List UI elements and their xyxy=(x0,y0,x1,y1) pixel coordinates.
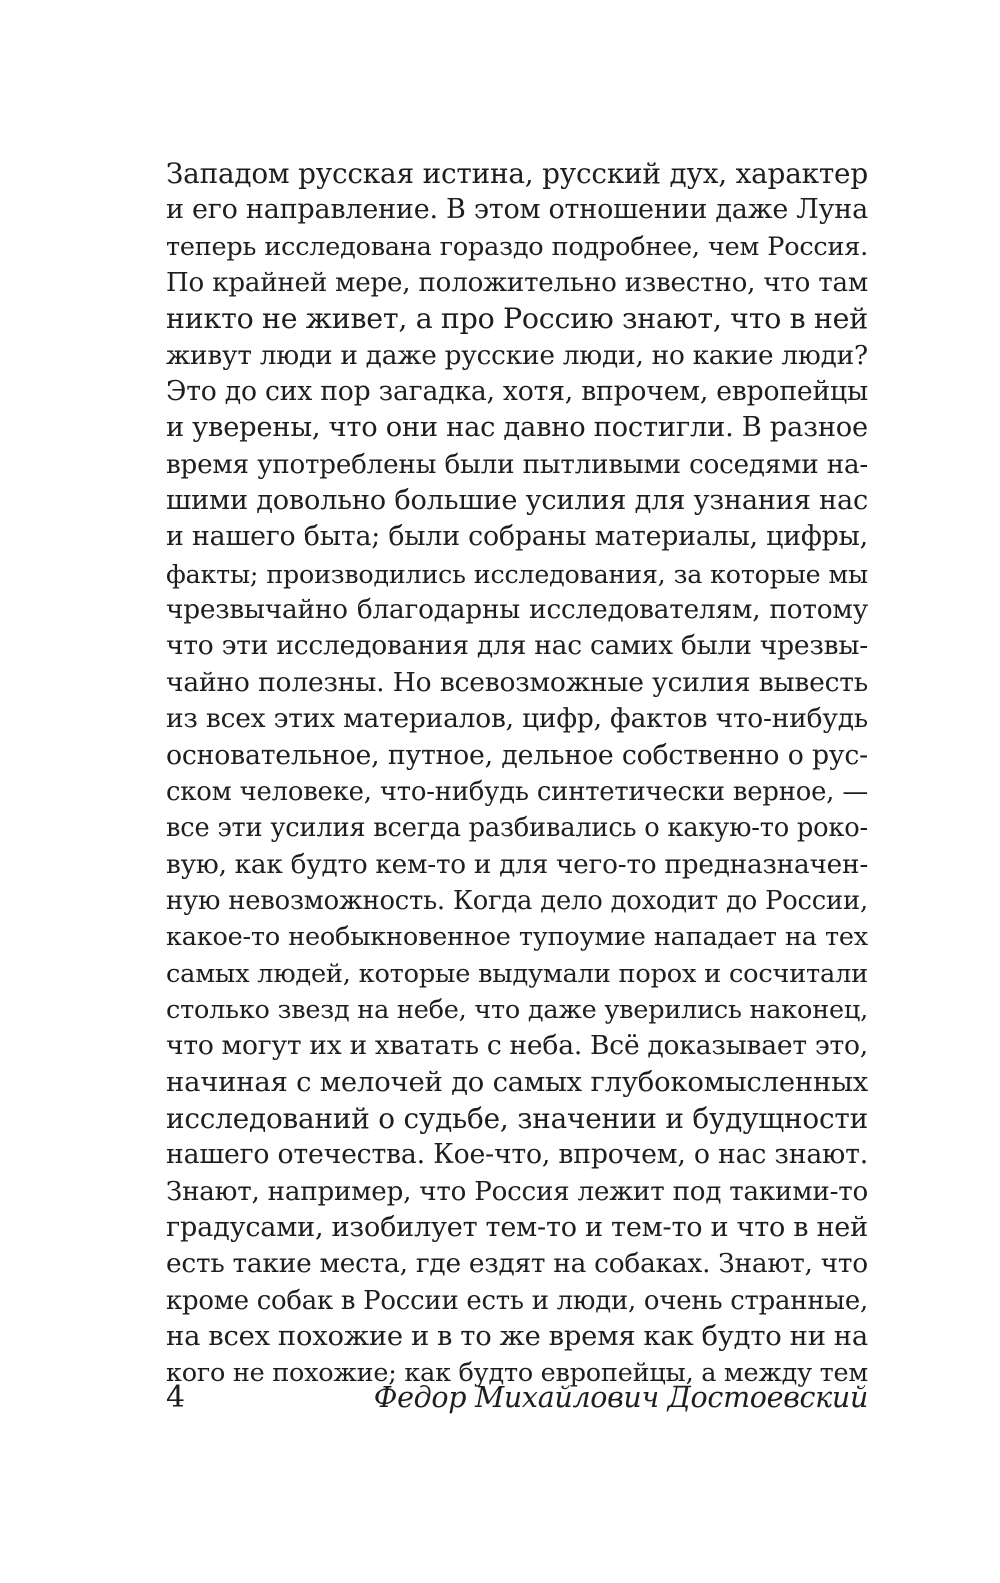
text-line: чайно полезны. Но всевозможные усилия вывесть xyxy=(166,666,868,698)
text-line: шими довольно большие усилия для узнания нас xyxy=(166,485,868,517)
text-line: столько звезд на небе, что даже уверились наконец, xyxy=(166,994,868,1025)
text-line: основательное, путное, дельное собственно о рус- xyxy=(166,739,868,771)
text-line: ском человеке, что-нибудь синтетически верное, — xyxy=(166,776,868,807)
running-head-author: Федор Михайлович Достоевский xyxy=(373,1381,868,1414)
body-text xyxy=(166,156,868,1392)
text-line: какое-то необыкновенное тупоумие нападает на тех xyxy=(166,922,868,953)
text-line: градусами, изобилует тем-то и тем-то и что в ней xyxy=(166,1211,868,1243)
text-line: Это до сих пор загадка, хотя, впрочем, европейцы xyxy=(166,376,868,408)
text-line: есть такие места, где ездят на собаках. Знают, что xyxy=(166,1249,868,1280)
text-line: что эти исследования для нас самих были чрезвы- xyxy=(166,630,868,662)
text-line: никто не живет, а про Россию знают, что в ней xyxy=(166,302,868,336)
text-line: все эти усилия всегда разбивались о какую-то роко- xyxy=(166,813,868,844)
text-line: ную невозможность. Когда дело доходит до России, xyxy=(166,885,868,916)
text-line: что могут их и хватать с неба. Всё доказывает это, xyxy=(166,1030,868,1062)
text-line: живут люди и даже русские люди, но какие люди? xyxy=(166,340,868,371)
text-line: теперь исследована гораздо подробнее, чем Россия. xyxy=(166,231,868,262)
text-line: исследований о судьбе, значении и будущности xyxy=(166,1101,868,1135)
page-number: 4 xyxy=(166,1380,186,1415)
text-line: на всех похожие и в то же время как будто ни на xyxy=(166,1321,868,1352)
text-line: самых людей, которые выдумали порох и сосчитали xyxy=(166,958,868,989)
text-line: время употреблены были пытливыми соседями на- xyxy=(166,449,868,480)
text-line: нашего отечества. Кое-что, впрочем, о нас знают. xyxy=(166,1139,868,1171)
text-line: и нашего быта; были собраны материалы, цифры, xyxy=(166,521,868,553)
text-line: и уверены, что они нас давно постигли. В разное xyxy=(166,412,868,444)
text-line: факты; производились исследования, за которые мы xyxy=(166,558,868,589)
page-footer xyxy=(166,1378,868,1418)
text-line: кого не похожие; как будто европейцы, а между тем xyxy=(166,1358,868,1389)
text-line: и его направление. В этом отношении даже Луна xyxy=(166,194,868,226)
text-line: вую, как будто кем-то и для чего-то предназначен- xyxy=(166,849,868,880)
text-line: Западом русская истина, русский дух, характер xyxy=(166,157,868,190)
text-line: из всех этих материалов, цифр, фактов что-нибудь xyxy=(166,703,868,735)
text-line: Знают, например, что Россия лежит под такими-то xyxy=(166,1176,868,1207)
text-line: кроме собак в России есть и люди, очень странные, xyxy=(166,1285,868,1316)
text-line: По крайней мере, положительно известно, что там xyxy=(166,268,868,299)
text-line: начиная с мелочей до самых глубокомысленных xyxy=(166,1066,868,1098)
text-line: чрезвычайно благодарны исследователям, потому xyxy=(166,595,868,626)
